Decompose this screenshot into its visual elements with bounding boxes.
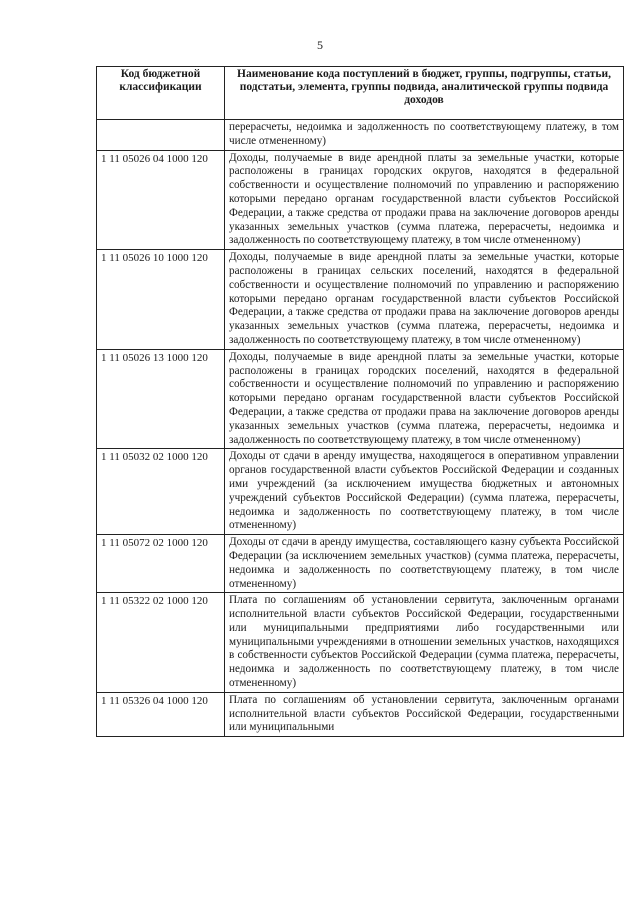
row-code: 1 11 05026 04 1000 120 <box>97 150 225 250</box>
table-row <box>97 449 624 535</box>
row-name: Доходы, получаемые в виде арендной платы за земельные участки, которые расположены в границах городских поселений, находятся в федеральной собственности и осуществление полномочий по управлению и распоряжению которыми передано органам государственной власти субъектов Российской Федерации, а также средства от продажи права на заключение договоров аренды указанных земельных участков (сумма платежа, перерасчеты, недоимка и задолженность по соответствующему платежу, в том числе отмененному) <box>225 349 624 449</box>
row-name: Плата по соглашениям об установлении сервитута, заключенным органами исполнительной власти субъектов Российской Федерации, государственными или муниципальными <box>225 692 624 736</box>
table-header-row <box>97 67 624 120</box>
table-row <box>97 535 624 593</box>
table-row <box>97 349 624 449</box>
budget-classification-table <box>96 66 624 737</box>
row-name: Доходы от сдачи в аренду имущества, находящегося в оперативном управлении органов государственной власти субъектов Российской Федерации и созданных ими учреждений (за исключением имущества бюджетных и автономных учреждений субъектов Российской Федерации) (сумма платежа, перерасчеты, недоимка и задолженность по соответствующему платежу, в том числе отмененному) <box>225 449 624 535</box>
row-code: 1 11 05326 04 1000 120 <box>97 692 225 736</box>
header-name: Наименование кода поступлений в бюджет, группы, подгруппы, статьи, подстатьи, элемента, группы подвида, аналитической группы подвида доходов <box>225 67 624 120</box>
row-name: Доходы, получаемые в виде арендной платы за земельные участки, которые расположены в границах сельских поселений, находятся в федеральной собственности и осуществление полномочий по управлению и распоряжению которыми передано органам государственной власти субъектов Российской Федерации, а также средства от продажи права на заключение договоров аренды указанных земельных участков (сумма платежа, перерасчеты, недоимка и задолженность по соответствующему платежу, в том числе отмененному) <box>225 250 624 350</box>
header-code: Код бюджетной классификации <box>97 67 225 120</box>
row-code: 1 11 05322 02 1000 120 <box>97 593 225 693</box>
row-code: 1 11 05072 02 1000 120 <box>97 535 225 593</box>
table-row <box>97 250 624 350</box>
row-name: Доходы, получаемые в виде арендной платы за земельные участки, которые расположены в границах городских округов, находятся в федеральной собственности и осуществление полномочий по управлению и распоряжению которыми передано органам государственной власти субъектов Российской Федерации, а также средства от продажи права на заключение договоров аренды указанных земельных участков (сумма платежа, перерасчеты, недоимка и задолженность по соответствующему платежу, в том числе отмененному) <box>225 150 624 250</box>
row-code: 1 11 05026 13 1000 120 <box>97 349 225 449</box>
table-row <box>97 150 624 250</box>
row-code <box>97 120 225 151</box>
row-name: Плата по соглашениям об установлении сервитута, заключенным органами исполнительной власти субъектов Российской Федерации, государственными или муниципальными предприятиями либо государственными или муниципальными учреждениями в отношении земельных участков, находящихся в собственности субъектов Российской Федерации (сумма платежа, перерасчеты, недоимка и задолженность по соответствующему платежу, в том числе отмененному) <box>225 593 624 693</box>
table-row <box>97 120 624 151</box>
row-name: Доходы от сдачи в аренду имущества, составляющего казну субъекта Российской Федерации (за исключением земельных участков) (сумма платежа, перерасчеты, недоимка и задолженность по соответствующему платежу, в том числе отмененному) <box>225 535 624 593</box>
table-row <box>97 692 624 736</box>
row-code: 1 11 05032 02 1000 120 <box>97 449 225 535</box>
table-row <box>97 593 624 693</box>
row-code: 1 11 05026 10 1000 120 <box>97 250 225 350</box>
row-name: перерасчеты, недоимка и задолженность по соответствующему платежу, в том числе отмененному) <box>225 120 624 151</box>
page-number: 5 <box>317 38 323 52</box>
